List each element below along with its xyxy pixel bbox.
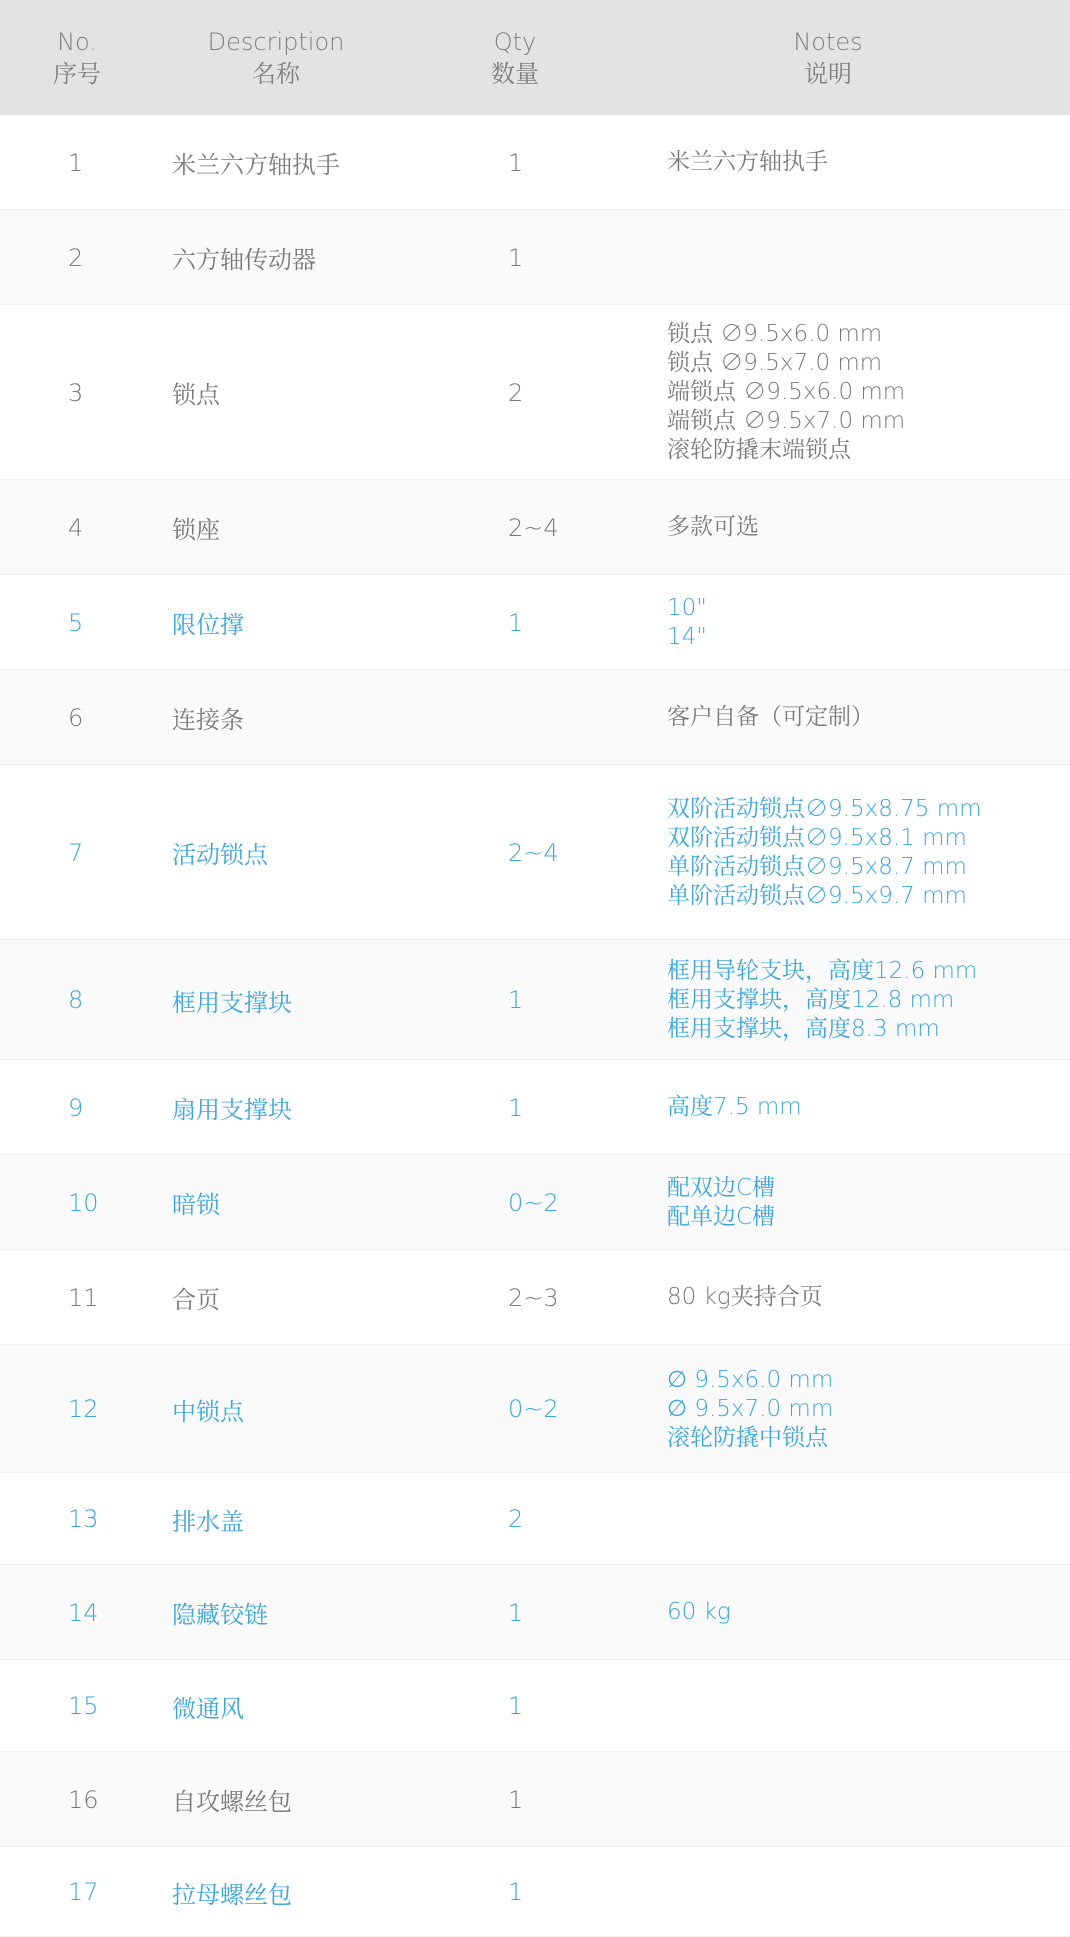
cell-description: 活动锁点 [172,841,268,869]
cell-description: 锁座 [172,516,220,544]
cell-description: 扇用支撑块 [172,1096,292,1124]
header-notes-cn: 说明 [804,60,852,88]
table-row [0,1345,1070,1473]
cell-no: 17 [68,1878,99,1906]
cell-qty: 1 [508,1692,524,1720]
cell-description: 连接条 [172,706,244,734]
notes-lines [667,594,707,652]
table-row [0,1847,1070,1937]
cell-description: 微通风 [172,1694,244,1723]
note-line: ∅ 9.5x7.0 mm [667,1395,834,1422]
cell-notes [667,765,982,940]
cell-no: 5 [68,608,84,637]
notes-lines [667,1366,833,1453]
cell-qty: 2 [508,378,524,407]
cell-no: 15 [68,1692,99,1720]
cell-qty: 2~4 [508,513,559,542]
note-line: ∅ 9.5x6.0 mm [667,1366,834,1393]
header-qty [465,26,565,90]
cell-notes [667,115,828,210]
table-row [0,940,1070,1060]
note-line: 客户自备（可定制） [667,704,874,730]
cell-notes [667,1345,833,1473]
header-no-en: No. [57,28,97,56]
notes-lines [667,957,977,1044]
cell-no: 12 [68,1395,99,1423]
cell-no: 6 [68,703,84,732]
table-header [0,0,1070,115]
header-qty-cn: 数量 [491,60,539,88]
notes-lines [667,1283,823,1312]
table-row [0,210,1070,305]
cell-description: 锁点 [172,381,220,409]
note-line: 60 kg [667,1599,731,1625]
table-row [0,1565,1070,1660]
notes-lines [667,1174,775,1232]
cell-no: 2 [68,243,84,272]
note-line: 配单边C槽 [667,1203,776,1230]
cell-notes [667,940,977,1060]
notes-lines [667,148,828,177]
table-row [0,1250,1070,1345]
table-row [0,765,1070,940]
cell-qty: 1 [508,986,524,1014]
cell-no: 11 [68,1283,99,1312]
cell-notes [667,1250,823,1345]
notes-lines [667,703,874,732]
cell-qty: 1 [508,1785,524,1814]
table-row [0,575,1070,670]
note-line: 滚轮防撬末端锁点 [667,437,851,463]
cell-notes [667,575,707,670]
cell-notes [667,1155,775,1250]
cell-qty: 2~3 [508,1283,559,1312]
table-row [0,1752,1070,1847]
cell-qty: 1 [508,243,524,272]
cell-qty: 0~2 [508,1188,559,1217]
note-line: 配双边C槽 [667,1174,776,1201]
cell-description: 拉母螺丝包 [172,1880,292,1909]
note-line: 框用支撑块，高度12.8 mm [667,986,955,1013]
note-line: 锁点 ∅9.5x7.0 mm [667,350,883,376]
cell-description: 限位撑 [172,611,244,639]
note-line: 米兰六方轴执手 [667,149,828,175]
cell-qty: 1 [508,608,524,637]
cell-no: 14 [68,1598,99,1627]
table-row [0,480,1070,575]
header-notes [728,26,928,90]
cell-description: 隐藏铰链 [172,1601,268,1629]
note-line: 框用导轮支块，高度12.6 mm [667,957,978,984]
cell-qty: 0~2 [508,1395,559,1423]
cell-description: 六方轴传动器 [172,246,316,274]
table-row [0,115,1070,210]
notes-lines [667,795,982,911]
note-line: 单阶活动锁点∅9.5x8.7 mm [667,853,967,880]
header-description [176,26,376,90]
table-row [0,305,1070,480]
cell-description: 框用支撑块 [172,988,292,1017]
table-row [0,1155,1070,1250]
note-line: 高度7.5 mm [667,1094,802,1120]
cell-no: 3 [68,378,84,407]
note-line: 双阶活动锁点∅9.5x8.1 mm [667,824,967,851]
cell-no: 13 [68,1505,99,1533]
note-line: 14" [667,623,707,650]
header-desc-en: Description [207,28,345,56]
cell-description: 米兰六方轴执手 [172,151,340,179]
note-line: 双阶活动锁点∅9.5x8.75 mm [667,795,982,822]
header-notes-en: Notes [793,28,863,56]
cell-qty: 2~4 [508,838,559,867]
cell-no: 10 [68,1188,99,1217]
notes-lines [667,513,759,542]
notes-lines [667,1598,731,1627]
cell-qty: 1 [508,1093,524,1122]
cell-qty: 1 [508,1598,524,1627]
note-line: 80 kg夹持合页 [667,1284,823,1310]
cell-qty: 1 [508,1878,524,1906]
note-line: 单阶活动锁点∅9.5x9.7 mm [667,882,967,909]
cell-description: 排水盖 [172,1507,244,1536]
cell-no: 8 [68,986,84,1014]
cell-notes [667,670,874,765]
cell-notes [667,1565,731,1660]
header-no-cn: 序号 [53,60,101,88]
cell-notes [667,305,905,480]
note-line: 框用支撑块，高度8.3 mm [667,1015,940,1042]
table-row [0,670,1070,765]
cell-no: 16 [68,1785,99,1814]
cell-no: 7 [68,838,84,867]
cell-no: 9 [68,1093,84,1122]
header-no [27,26,127,90]
table-row [0,1473,1070,1565]
table-row [0,1060,1070,1155]
header-qty-en: Qty [493,28,537,56]
note-line: 10" [667,594,707,621]
header-desc-cn: 名称 [252,60,300,88]
cell-qty: 2 [508,1505,524,1533]
notes-lines [667,1093,802,1122]
note-line: 滚轮防撬中锁点 [667,1424,828,1451]
cell-notes [667,1060,802,1155]
cell-no: 1 [68,148,84,177]
cell-description: 中锁点 [172,1397,244,1426]
notes-lines [667,320,905,465]
note-line: 端锁点 ∅9.5x6.0 mm [667,379,906,405]
cell-qty: 1 [508,148,524,177]
note-line: 多款可选 [667,514,759,540]
note-line: 端锁点 ∅9.5x7.0 mm [667,408,906,434]
note-line: 锁点 ∅9.5x6.0 mm [667,321,883,347]
cell-no: 4 [68,513,84,542]
cell-description: 暗锁 [172,1191,220,1219]
cell-notes [667,480,759,575]
table-row [0,1660,1070,1752]
cell-description: 自攻螺丝包 [172,1788,292,1816]
cell-description: 合页 [172,1286,220,1314]
